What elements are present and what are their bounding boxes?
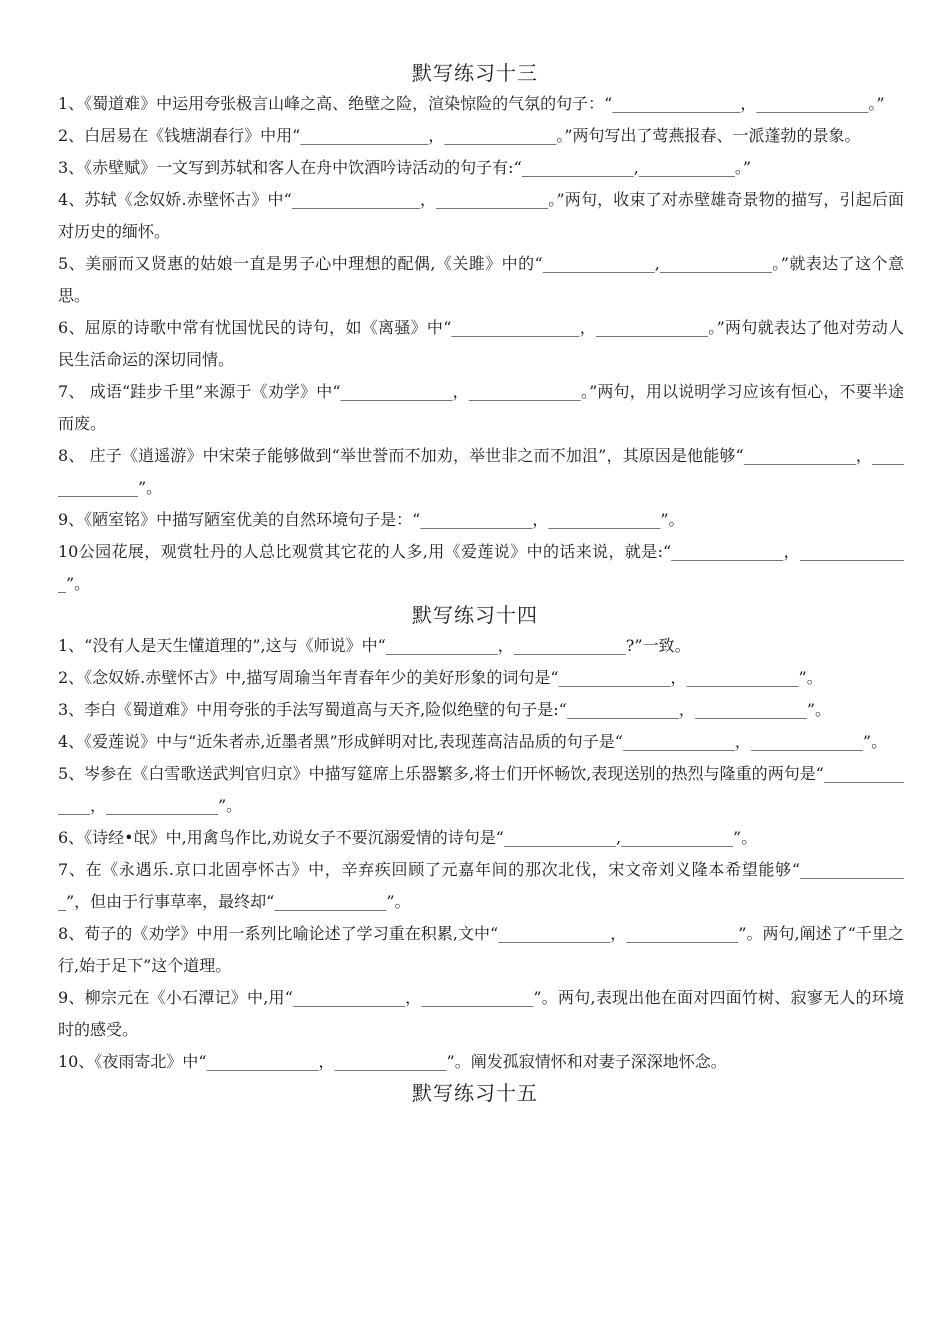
list-item: 3、《赤壁赋》一文写到苏轼和客人在舟中饮酒吟诗活动的句子有:“______________,____________。” (58, 158, 752, 177)
section-13-items (0, 88, 950, 600)
section-title-13: 默写练习十三 (412, 61, 538, 85)
list-item: 9、《陋室铭》中描写陋室优美的自然环境句子是：“______________，______________”。 (58, 510, 685, 529)
list-item: 4、苏轼《念奴娇.赤壁怀古》中“________________，______________。”两句，收束了对赤壁雄奇景物的描写，引起后面对历史的缅怀。 (58, 190, 904, 241)
list-item: 2、白居易在《钱塘湖春行》中用“________________，______________。”两句写出了莺燕报春、一派蓬勃的景象。 (58, 126, 861, 145)
list-item: 7、 成语“跬步千里”来源于《劝学》中“______________，______________。”两句，用以说明学习应该有恒心，不要半途而废。 (58, 382, 904, 433)
section-title-15: 默写练习十五 (412, 1081, 538, 1105)
list-item: 9、柳宗元在《小石潭记》中,用“______________，______________”。两句,表现出他在面对四面竹树、寂寥无人的环境时的感受。 (58, 988, 904, 1039)
list-item: 6、《诗经•氓》中,用禽鸟作比,劝说女子不要沉溺爱情的诗句是“______________,______________”。 (58, 828, 758, 847)
list-item: 3、李白《蜀道难》中用夸张的手法写蜀道高与天齐,险似绝壁的句子是:“______________，______________”。 (58, 700, 832, 719)
section-title-14: 默写练习十四 (412, 603, 538, 627)
list-item: 5、岑参在《白雪歌送武判官归京》中描写筵席上乐器繁多,将士们开怀畅饮,表现送别的热烈与隆重的两句是“______________，______________”。 (58, 764, 904, 815)
list-item: 5、美丽而又贤惠的姑娘一直是男子心中理想的配偶,《关雎》中的“______________,______________。”就表达了这个意思。 (58, 254, 904, 305)
list-item: 7、在《永遇乐.京口北固亭怀古》中，辛弃疾回顾了元嘉年间的那次北伐，宋文帝刘义隆本希望能够“______________”，但由于行事草率，最终却“______________”。 (58, 860, 904, 911)
list-item: 6、屈原的诗歌中常有忧国忧民的诗句，如《离骚》中“________________，______________。”两句就表达了他对劳动人民生活命运的深切同情。 (58, 318, 904, 369)
list-item: 4、《爱莲说》中与“近朱者赤,近墨者黑”形成鲜明对比,表现莲高洁品质的句子是“______________，______________”。 (58, 732, 888, 751)
list-item: 10公园花展，观赏牡丹的人总比观赏其它花的人多,用《爱莲说》中的话来说，就是:“______________，______________”。 (58, 542, 904, 593)
list-item: 2、《念奴娇.赤壁怀古》中,描写周瑜当年青春年少的美好形象的词句是“______________，______________”。 (58, 668, 823, 687)
list-item: 1、《蜀道难》中运用夸张极言山峰之高、绝壁之险，渲染惊险的气氛的句子：“________________，______________。” (58, 94, 885, 113)
list-item: 8、 庄子《逍遥游》中宋荣子能够做到“举世誉而不加劝，举世非之而不加沮”，其原因是他能够“______________，______________”。 (58, 446, 904, 497)
list-item: 1、“没有人是天生懂道理的”,这与《师说》中“______________，______________?”一致。 (58, 636, 691, 655)
list-item: 8、荀子的《劝学》中用一系列比喻论述了学习重在积累,文中“______________，______________”。两句,阐述了“千里之行,始于足下”这个道理。 (58, 924, 904, 975)
list-item: 10、《夜雨寄北》中“______________，______________”。阐发孤寂情怀和对妻子深深地怀念。 (58, 1052, 727, 1071)
section-14-items (0, 630, 950, 1078)
